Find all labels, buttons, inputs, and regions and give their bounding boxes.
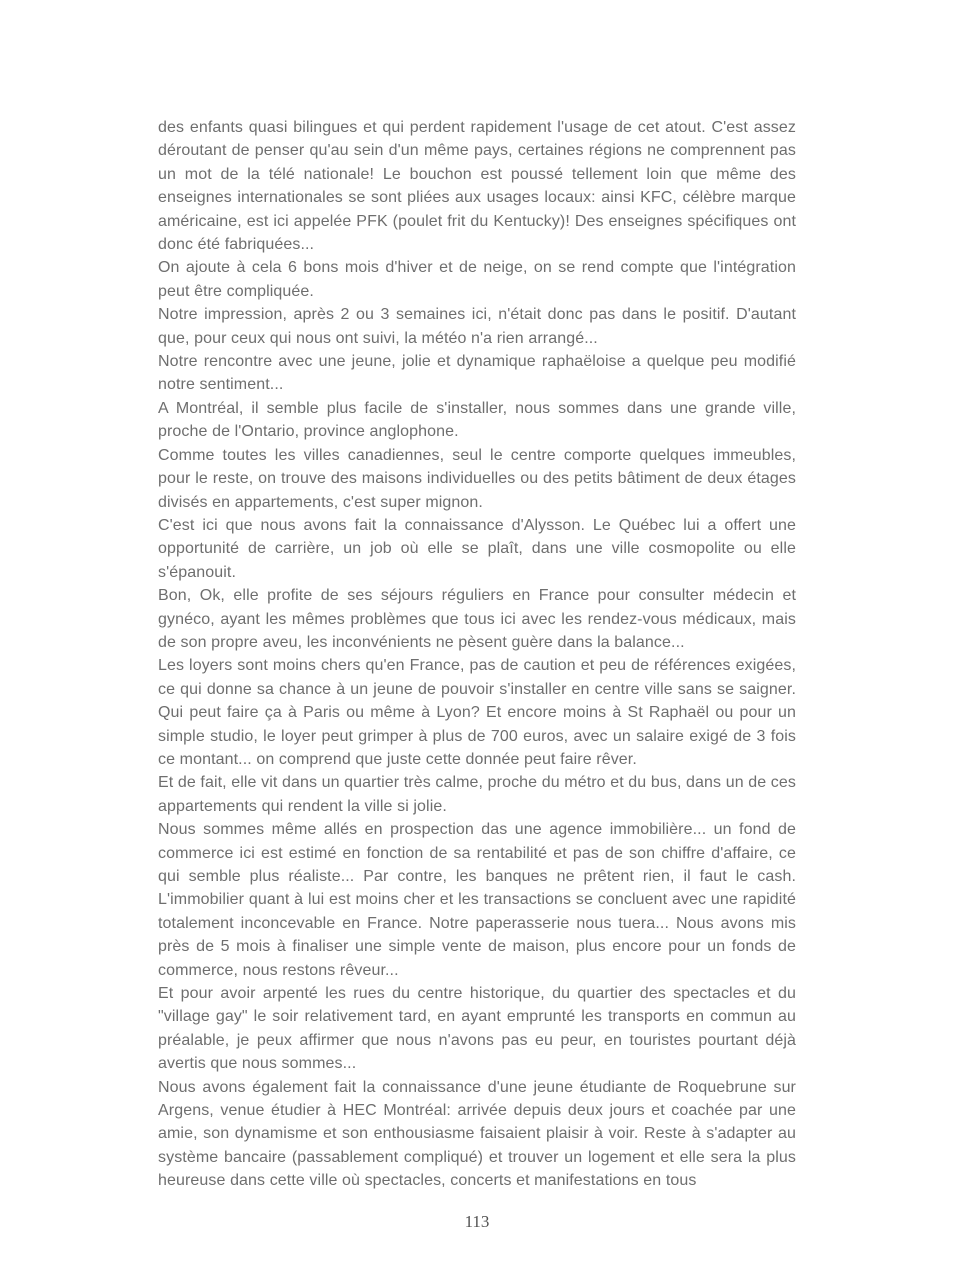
paragraph: Les loyers sont moins chers qu'en France, pas de caution et peu de références exigées, ce qui donne sa chance à un jeune de pouvoir s'installer en centre ville sans se saigner. Qui peut faire ça à Paris ou même à Lyon? Et encore moins à St Raphaël ou pour un simple studio, le loyer peut grimper à plus de 700 euros, avec un salaire exigé de 3 fois ce montant... on comprend que juste cette donnée peut faire rêver.: [158, 657, 796, 768]
paragraph: Notre rencontre avec une jeune, jolie et dynamique raphaëloise a quelque peu modifié notre sentiment...: [158, 353, 796, 394]
paragraph: On ajoute à cela 6 bons mois d'hiver et de neige, on se rend compte que l'intégration peut être compliquée.: [158, 259, 796, 300]
paragraph: Bon, Ok, elle profite de ses séjours réguliers en France pour consulter médecin et gynéco, ayant les mêmes problèmes que tous ici avec les rendez-vous médicaux, mais de son propre aveu, les inconvénients ne pèsent guère dans la balance...: [158, 587, 796, 651]
paragraph: Nous avons également fait la connaissance d'une jeune étudiante de Roquebrune sur Argens, venue étudier à HEC Montréal: arrivée depuis deux jours et coachée par une amie, son dynamisme et son enthousiasme faisaient plaisir à voir. Reste à s'adapter au système bancaire (passablement compliqué) et trouver un logement et elle sera la plus heureuse dans cette ville où spectacles, concerts et manifestations en tous: [158, 1078, 796, 1190]
paragraph: Et pour avoir arpenté les rues du centre historique, du quartier des spectacles et du "village gay" le soir relativement tard, en ayant emprunté les transports en commun au préalable, je peux affirmer que nous n'avons pas eu peur, en touristes pourtant déjà avertis que nous sommes...: [158, 985, 796, 1073]
page-number: 113: [464, 1212, 490, 1231]
paragraph: Comme toutes les villes canadiennes, seul le centre comporte quelques immeubles, pour le reste, on trouve des maisons individuelles ou des petits bâtiment de deux étages divisés en appartements, c'est super mignon.: [158, 446, 796, 511]
paragraph: A Montréal, il semble plus facile de s'installer, nous sommes dans une grande ville, proche de l'Ontario, province anglophone.: [158, 399, 796, 441]
paragraph: Et de fait, elle vit dans un quartier très calme, proche du métro et du bus, dans un de ces appartements qui rendent la ville si jolie.: [158, 774, 796, 815]
paragraph: Nous sommes même allés en prospection das une agence immobilière... un fond de commerce ici est estimé en fonction de sa rentabilité et pas de son chiffre d'affaire, ce qui semble plus réaliste... Par contre, les banques ne prêtent rien, il faut le cash. L'immobilier quant à lui est moins cher et les transactions se concluent avec une rapidité totalement inconcevable en France. Notre paperasserie nous tuera... Nous avons mis près de 5 mois à finaliser une simple vente de maison, plus encore pour un fonds de commerce, nous restons rêveur...: [158, 821, 796, 979]
paragraph: C'est ici que nous avons fait la connaissance d'Alysson. Le Québec lui a offert une opportunité de carrière, un job où elle se plaît, dans une ville cosmopolite ou elle s'épanouit.: [158, 516, 796, 581]
paragraph: Notre impression, après 2 ou 3 semaines ici, n'était donc pas dans le positif. D'autant que, pour ceux qui nous ont suivi, la météo n'a rien arrangé...: [158, 306, 796, 347]
paragraph: des enfants quasi bilingues et qui perdent rapidement l'usage de cet atout. C'est assez déroutant de penser qu'au sein d'un même pays, certaines régions ne comprennent pas un mot de la télé nationale! Le bouchon est poussé tellement loin que même des enseignes internationales se sont pliées aux usages locaux: ainsi KFC, célèbre marque américaine, est ici appelée PFK (poulet frit du Kentucky)! Des enseignes spécifiques ont donc été fabriquées...: [158, 119, 796, 254]
body-text: [158, 116, 796, 1193]
